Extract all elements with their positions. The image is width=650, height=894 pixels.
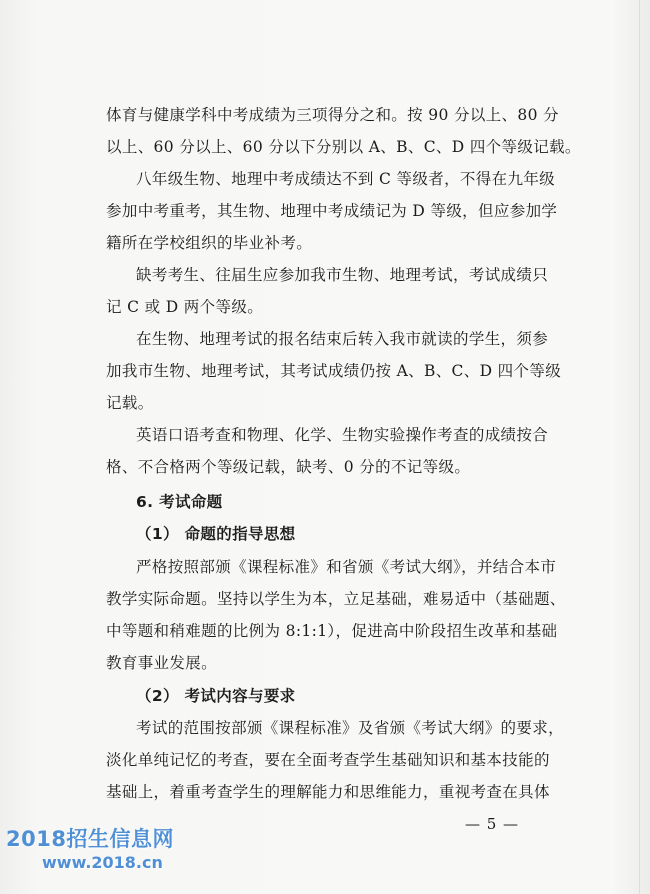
watermark-title: 2018招生信息网 <box>6 827 174 851</box>
text-line: 格、不合格两个等级记载，缺考、0 分的不记等级。 <box>106 458 471 476</box>
watermark-url: www.2018.cn <box>42 853 163 872</box>
text-line: 体育与健康学科中考成绩为三项得分之和。按 90 分以上、80 分 <box>106 106 559 124</box>
text-line: 籍所在学校组织的毕业补考。 <box>106 234 313 252</box>
text-line: 加我市生物、地理考试，其考试成绩仍按 A、B、C、D 四个等级 <box>106 362 562 380</box>
text-line: 考试的范围按部颁《课程标准》及省颁《考试大纲》的要求， <box>136 719 564 737</box>
text-line: 在生物、地理考试的报名结束后转入我市就读的学生，须参 <box>136 330 549 348</box>
scan-edge <box>639 0 640 894</box>
text-line: 记 C 或 D 两个等级。 <box>106 298 264 316</box>
text-line: 八年级生物、地理中考成绩达不到 C 等级者，不得在九年级 <box>136 170 556 188</box>
subsection-heading: （1） 命题的指导思想 <box>136 525 296 543</box>
text-line: 教学实际命题。坚持以学生为本，立足基础，难易适中（基础题、 <box>106 590 566 608</box>
text-line: 以上、60 分以上、60 分以下分别以 A、B、C、D 四个等级记载。 <box>106 138 581 156</box>
text-line: 教育事业发展。 <box>106 654 217 672</box>
text-line: 参加中考重考，其生物、地理中考成绩记为 D 等级，但应参加学 <box>106 202 558 220</box>
page-number: — 5 — <box>464 815 520 833</box>
text-line: 基础上，着重考查学生的理解能力和思维能力，重视考查在具体 <box>106 783 550 801</box>
text-line: 记载。 <box>106 394 154 412</box>
section-heading: 6. 考试命题 <box>136 493 223 511</box>
subsection-heading: （2） 考试内容与要求 <box>136 687 296 705</box>
text-line: 英语口语考查和物理、化学、生物实验操作考查的成绩按合 <box>136 426 549 444</box>
text-line: 淡化单纯记忆的考查，要在全面考查学生基础知识和基本技能的 <box>106 751 550 769</box>
text-line: 缺考考生、往届生应参加我市生物、地理考试，考试成绩只 <box>136 266 549 284</box>
text-line: 中等题和稍难题的比例为 8:1:1），促进高中阶段招生改革和基础 <box>106 622 558 640</box>
text-line: 严格按照部颁《课程标准》和省颁《考试大纲》，并结合本市 <box>136 558 557 576</box>
